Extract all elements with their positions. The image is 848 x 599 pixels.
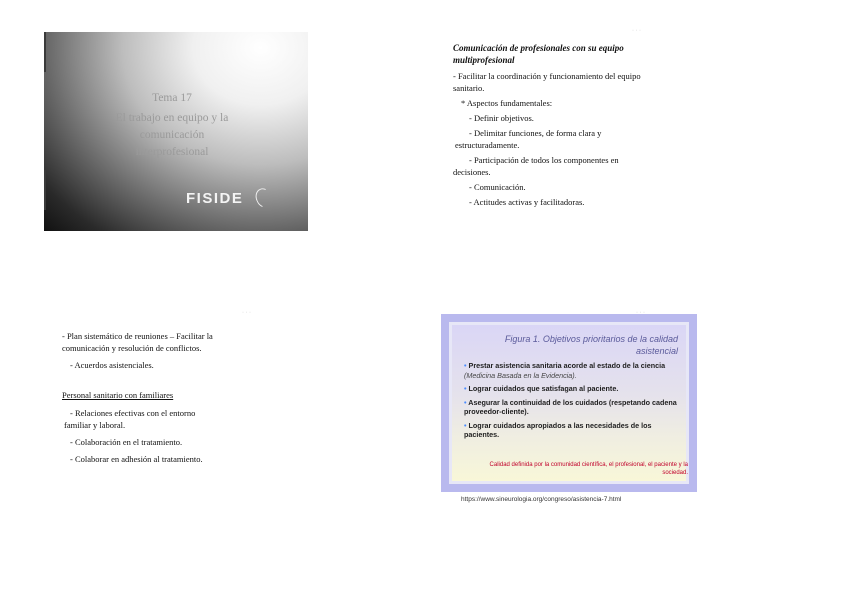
title-line: comunicación [139,129,205,141]
figure-title-line: Figura 1. Objetivos prioritarios de la calidad [504,334,678,344]
bullet-line: - Delimitar funciones, de forma clara y [469,128,602,138]
bullet-icon: • [464,384,467,393]
item-note: (Medicina Basada en la Evidencia). [464,370,577,380]
bullet-line: - Definir objetivos. [469,113,534,123]
slide-heading: multiprofesional [453,55,515,65]
bullet-line: - Relaciones efectivas con el entorno [70,408,196,418]
figure-title-line: asistencial [635,346,678,356]
item-text: Asegurar la continuidad de los cuidados (respetando cadena proveedor-cliente). [464,397,677,416]
bullet-line: - Comunicación. [469,182,526,192]
title-line: El trabajo en equipo y la [115,112,229,124]
page-mark: · · · [636,310,645,316]
item-text: Lograr cuidados que satisfagan al paciente. [468,384,619,393]
bullet-icon: • [464,420,467,430]
section-subheading: Personal sanitario con familiares [62,390,174,400]
list-item [464,398,686,417]
slide-communication-team [453,42,693,208]
bullet-line: estructuradamente. [455,140,520,150]
page-mark: · · · [632,28,641,34]
bullet-line: - Facilitar la coordinación y funcionamiento del equipo [453,71,641,81]
source-link[interactable]: https://www.sineurologia.org/congreso/asistencia-7.html [461,496,622,503]
list-item [464,361,686,380]
slide-meetings-family [62,330,292,465]
slide-edge-mark [44,32,46,72]
cover-title [84,90,260,161]
list-item [464,384,686,394]
figure-title [505,333,678,357]
page-mark: · · · [242,310,251,316]
bullet-line: - Participación de todos los componentes en [469,155,619,165]
bullet-line: - Acuerdos asistenciales. [70,360,154,370]
bullet-line: familiar y laboral. [64,420,126,430]
bullet-line: - Actitudes activas y facilitadoras. [469,197,585,207]
item-text: Prestar asistencia sanitaria acorde al estado de la ciencia [468,361,666,370]
bullet-line: sanitario. [453,83,485,93]
bullet-line: comunicación y resolución de conflictos. [62,343,202,353]
bullet-line: - Plan sistemático de reuniones – Facilitar la [62,331,213,341]
fiside-logo: FISIDE [186,190,244,207]
quality-objectives-figure [441,314,697,492]
item-text: Lograr cuidados apropiados a las necesidades de los pacientes. [464,420,652,439]
logo-swoosh-icon [253,186,276,211]
bullet-line: - Colaboración en el tratamiento. [70,437,183,447]
bullet-line: * Aspectos fundamentales: [461,98,553,108]
slide-cover [44,32,308,231]
list-item [464,421,686,440]
figure-panel [449,322,689,484]
bullet-icon: • [464,397,467,407]
objectives-list [464,361,686,444]
bullet-line: decisiones. [453,167,491,177]
slide-heading: Comunicación de profesionales con su equipo [453,43,624,53]
tema-label: Tema 17 [152,92,192,104]
bullet-line: - Colaborar en adhesión al tratamiento. [70,454,203,464]
title-line: interprofesional [135,146,209,158]
figure-footer: Calidad definida por la comunidad científica, el profesional, el paciente y la sociedad. [489,462,688,476]
slide-edge-mark [44,170,46,210]
bullet-icon: • [464,361,467,370]
